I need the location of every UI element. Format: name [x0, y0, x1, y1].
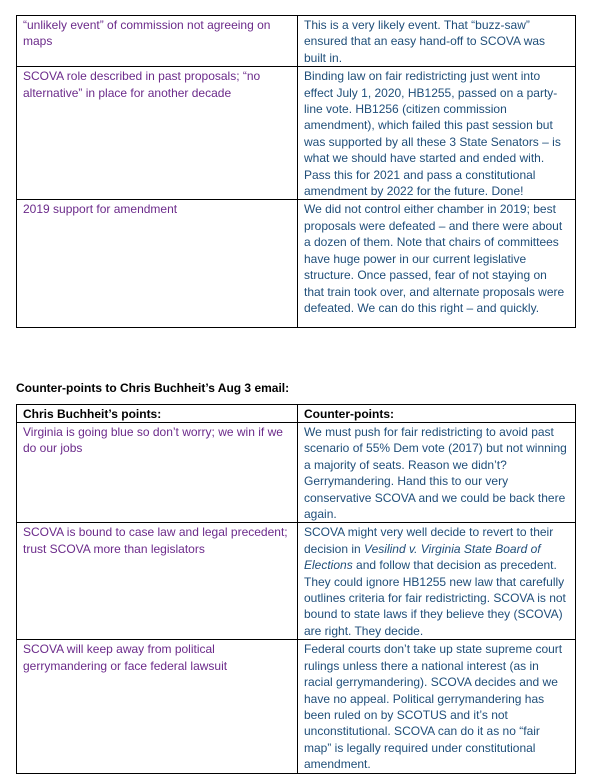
point-cell: SCOVA role described in past proposals; “no alternative” in place for another decade [17, 67, 298, 200]
response-text: SCOVA might very well decide to revert to their decision in [304, 525, 554, 556]
response-cell: This is a very likely event. That “buzz-saw” ensured that an easy hand-off to SCOVA was built in. [298, 16, 576, 67]
table-row [17, 523, 576, 640]
header-right: Counter-points: [298, 405, 576, 423]
point-cell: Virginia is going blue so don’t worry; we win if we do our jobs [17, 423, 298, 523]
table-row [17, 423, 576, 523]
table-row [17, 200, 576, 328]
point-cell: “unlikely event” of commission not agreeing on maps [17, 16, 298, 67]
comparison-table-2 [16, 404, 576, 774]
table-header-row [17, 405, 576, 423]
header-left: Chris Buchheit’s points: [17, 405, 298, 423]
response-cell: We did not control either chamber in 2019; best proposals were defeated – and there were about a dozen of them. Note that chairs of committees have huge power in our current legislative structure. Once passed, fear of not staying on that train took over, and alternate proposals were defeated. We can do this right – and quickly. [298, 200, 576, 328]
section-heading: Counter-points to Chris Buchheit’s Aug 3 email: [16, 381, 290, 395]
table-row [17, 16, 576, 67]
point-cell: SCOVA will keep away from political gerrymandering or face federal lawsuit [17, 640, 298, 773]
point-cell: SCOVA is bound to case law and legal precedent; trust SCOVA more than legislators [17, 523, 298, 640]
response-cell: Binding law on fair redistricting just went into effect July 1, 2020, HB1255, passed on a party-line vote. HB1256 (citizen commission amendment), which failed this past session but was supported by all these 3 State Senators – is what we should have started and ended with. Pass this for 2021 and pass a constitutional amendment by 2022 for the future. Done! [298, 67, 576, 200]
response-cell: We must push for fair redistricting to avoid past scenario of 55% Dem vote (2017) but not winning a majority of seats. Reason we didn’t? Gerrymandering. Hand this to our very conservative SCOVA and we could be back there again. [298, 423, 576, 523]
table-row [17, 640, 576, 773]
response-cell [298, 523, 576, 640]
comparison-table-1 [16, 15, 576, 328]
response-cell: Federal courts don’t take up state supreme court rulings unless there a national interest (as in racial gerrymandering). SCOVA decides and we have no appeal. Political gerrymandering has been ruled on by SCOTUS and it’s not unconstitutional. SCOVA can do it as no “fair map” is legally required under constitutional amendment. [298, 640, 576, 773]
case-name: Vesilind v. Virginia State Board of Elections [304, 541, 541, 573]
response-text: and follow that decision as precedent. They could ignore HB1255 new law that carefully outlines criteria for fair redistricting. SCOVA is not bound to state laws if they believe they (SCOVA) are right. They decide. [304, 558, 566, 638]
table-row [17, 67, 576, 200]
point-cell: 2019 support for amendment [17, 200, 298, 328]
